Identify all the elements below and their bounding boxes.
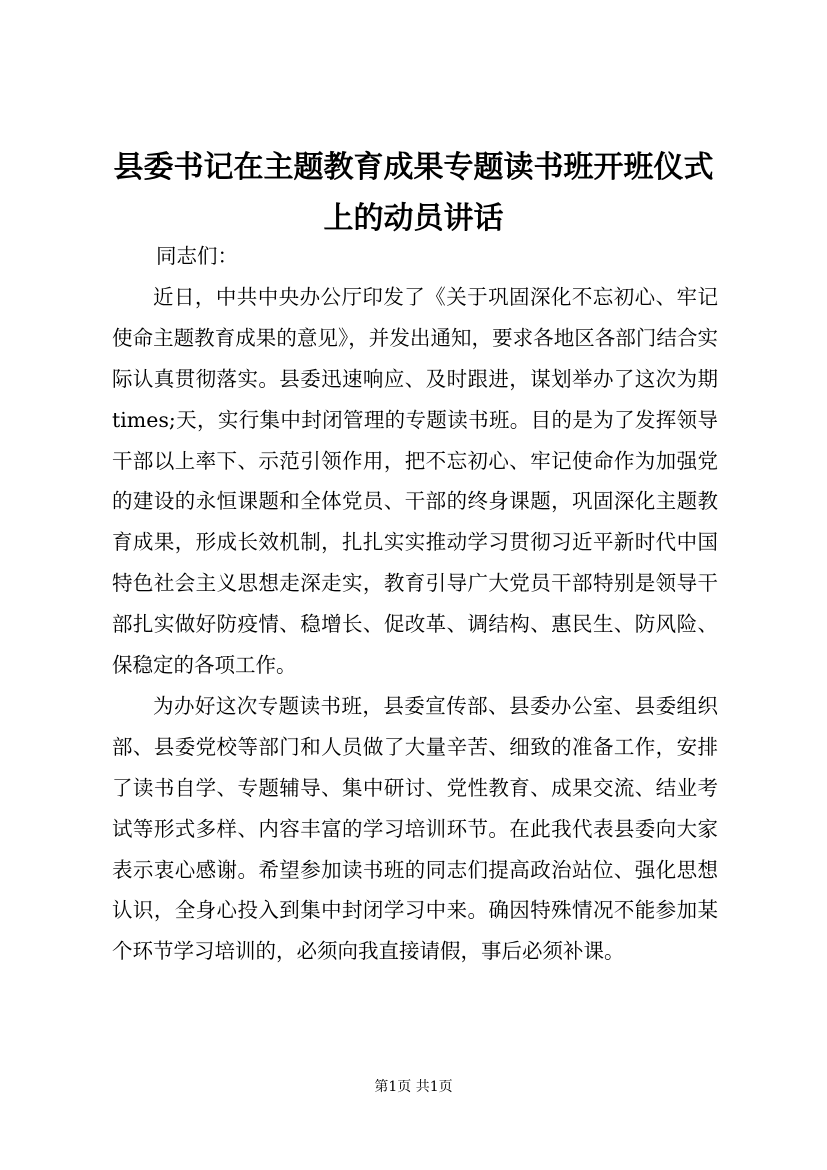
- salutation: 同志们：: [156, 244, 238, 268]
- document-title: [100, 142, 727, 244]
- paragraph-1: 近日，中共中央办公厅印发了《关于巩固深化不忘初心、牢记使命主题教育成果的意见》，并发出通知，要求各地区各部门结合实际认真贯彻落实。县委迅速响应、及时跟进，谋划举办了这次为期times;天，实行集中封闭管理的专题读书班。目的是为了发挥领导干部以上率下、示范引领作用，把不忘初心、牢记使命作为加强党的建设的永恒课题和全体党员、干部的终身课题，巩固深化主题教育成果，形成长效机制，扎扎实实推动学习贯彻习近平新时代中国特色社会主义思想走深走实，教育引导广大党员干部特别是领导干部扎实做好防疫情、稳增长、促改革、调结构、惠民生、防风险、保稳定的各项工作。: [112, 284, 718, 678]
- page-footer: 第1页 共1页: [374, 1079, 453, 1095]
- document-body: [112, 236, 718, 972]
- title-line-2: 上的动员讲话: [323, 201, 504, 236]
- paragraph-2: 为办好这次专题读书班，县委宣传部、县委办公室、县委组织部、县委党校等部门和人员做了大量辛苦、细致的准备工作，安排了读书自学、专题辅导、集中研讨、党性教育、成果交流、结业考试等形式多样、内容丰富的学习培训环节。在此我代表县委向大家表示衷心感谢。希望参加读书班的同志们提高政治站位、强化思想认识，全身心投入到集中封闭学习中来。确因特殊情况不能参加某个环节学习培训的，必须向我直接请假，事后必须补课。: [112, 693, 718, 964]
- title-line-1: 县委书记在主题教育成果专题读书班开班仪式: [113, 150, 714, 185]
